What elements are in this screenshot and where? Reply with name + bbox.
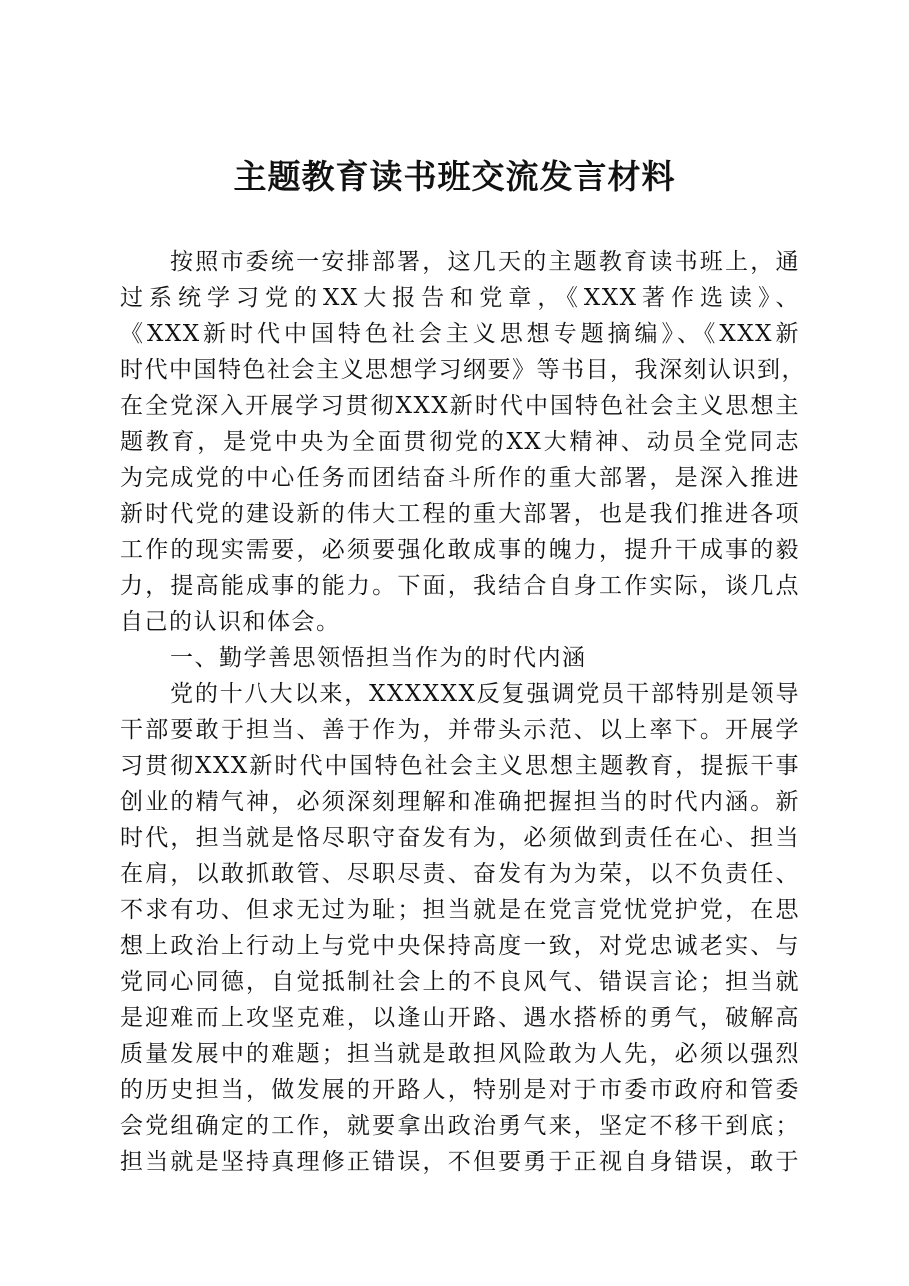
body-line: 在全党深入开展学习贯彻XXX新时代中国特色社会主义思想主 (120, 393, 800, 419)
body-line: 党同心同德，自觉抵制社会上的不良风气、错误言论；担当就 (120, 969, 800, 995)
body-line: 按照市委统一安排部署，这几天的主题教育读书班上，通 (170, 249, 800, 275)
body-line: 时代中国特色社会主义思想学习纲要》等书目，我深刻认识到， (120, 357, 806, 383)
body-line: 想上政治上行动上与党中央保持高度一致，对党忠诚老实、与 (120, 933, 800, 959)
document-title: 主题教育读书班交流发言材料 (233, 157, 676, 196)
body-line: 工作的现实需要，必须要强化敢成事的魄力，提升干成事的毅 (120, 537, 800, 563)
body-line: 党的十八大以来，XXXXXX反复强调党员干部特别是领导 (170, 681, 800, 707)
body-line: 新时代党的建设新的伟大工程的重大部署，也是我们推进各项 (120, 501, 800, 527)
body-line: 时代，担当就是恪尽职守奋发有为，必须做到责任在心、担当 (120, 825, 800, 851)
body-line: 题教育，是党中央为全面贯彻党的XX大精神、动员全党同志 (120, 429, 800, 455)
body-line: 过系统学习党的XX大报告和党章，《XXX著作选读》、 (120, 285, 800, 311)
body-line: 在肩，以敢抓敢管、尽职尽责、奋发有为为荣，以不负责任、 (120, 861, 800, 887)
body-line: 担当就是坚持真理修正错误，不但要勇于正视自身错误，敢于 (120, 1149, 800, 1175)
body-line: 会党组确定的工作，就要拿出政治勇气来，坚定不移干到底； (120, 1113, 800, 1139)
body-line: 自己的认识和体会。 (120, 609, 341, 635)
body-line: 的历史担当，做发展的开路人，特别是对于市委市政府和管委 (120, 1077, 800, 1103)
body-line: 习贯彻XXX新时代中国特色社会主义思想主题教育，提振干事 (120, 753, 800, 779)
body-line: 质量发展中的难题；担当就是敢担风险敢为人先，必须以强烈 (120, 1041, 800, 1067)
body-line: 力，提高能成事的能力。下面，我结合自身工作实际，谈几点 (120, 573, 800, 599)
body-line: 不求有功、但求无过为耻；担当就是在党言党忧党护党，在思 (120, 897, 800, 923)
body-line: 《XXX新时代中国特色社会主义思想专题摘编》、《XXX新 (120, 321, 800, 347)
body-line: 干部要敢于担当、善于作为，并带头示范、以上率下。开展学 (120, 717, 800, 743)
body-line: 创业的精气神，必须深刻理解和准确把握担当的时代内涵。新 (120, 789, 800, 815)
body-line: 是迎难而上攻坚克难，以逢山开路、遇水搭桥的勇气，破解高 (120, 1005, 800, 1031)
body-line: 一、勤学善思领悟担当作为的时代内涵 (170, 645, 587, 671)
body-line: 为完成党的中心任务而团结奋斗所作的重大部署，是深入推进 (120, 465, 800, 491)
document-body (120, 244, 806, 1180)
